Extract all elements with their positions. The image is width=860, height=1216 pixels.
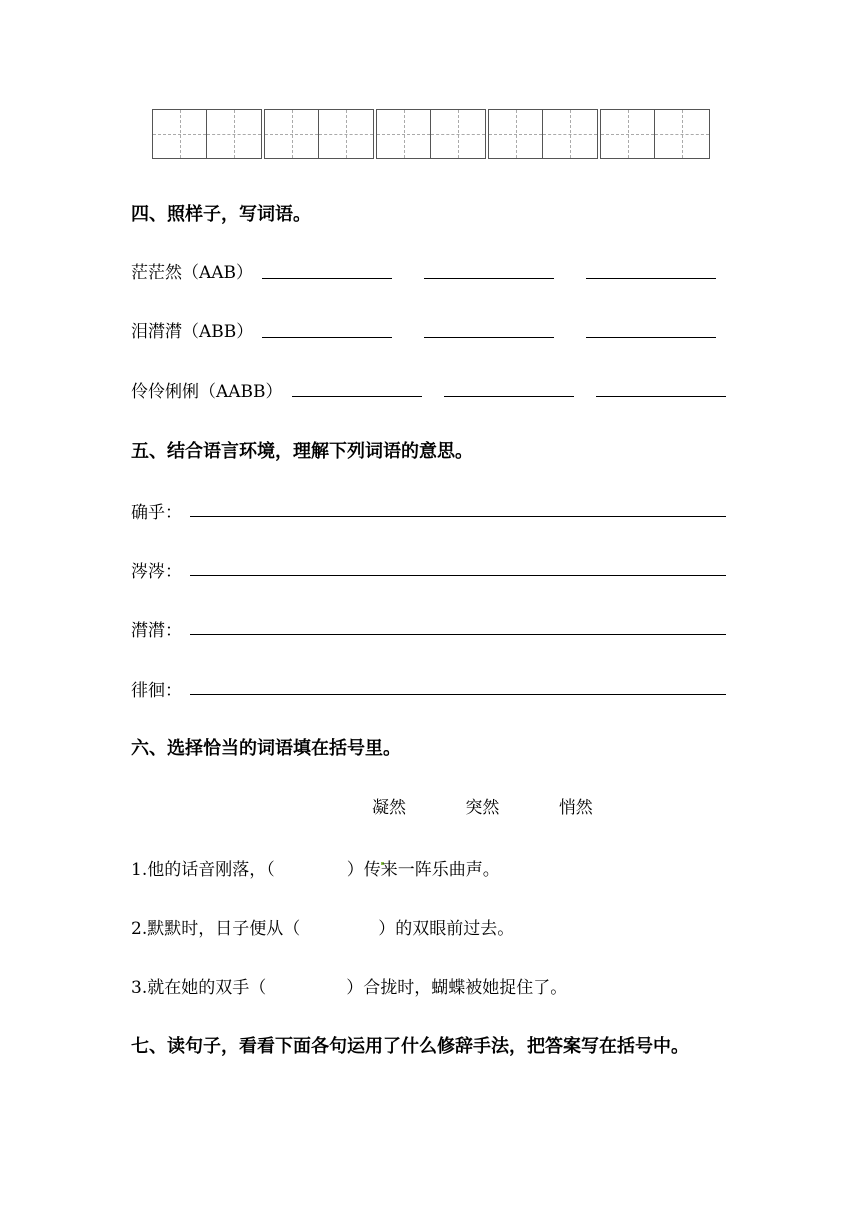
term-label: 潸潸： [131, 621, 182, 641]
answer-blank[interactable] [586, 337, 716, 338]
meaning-blank[interactable] [190, 516, 726, 517]
term-label: 确乎： [131, 503, 182, 523]
char-cell[interactable] [264, 109, 319, 159]
char-cell[interactable] [152, 109, 207, 159]
sentence-2 [131, 914, 514, 939]
char-cell[interactable] [319, 109, 374, 159]
sentence-3 [131, 973, 567, 998]
term-label: 徘徊： [131, 681, 182, 701]
sentence-after: ）合拢时，蝴蝶被她捉住了。 [346, 978, 568, 998]
sentence-after: ）传来一阵乐曲声。 [346, 860, 500, 880]
sentence-before: 3.就在她的双手（ [131, 978, 267, 998]
meaning-blank[interactable] [190, 634, 726, 635]
section6-heading: 六、选择恰当的词语填在括号里。 [131, 738, 401, 759]
pattern-label-aab: 茫茫然（AAB） [131, 263, 254, 283]
word-box[interactable] [376, 109, 486, 161]
choice-word: 突然 [465, 798, 500, 818]
word-box[interactable] [600, 109, 710, 161]
sentence-1 [131, 855, 500, 880]
word-box[interactable] [152, 109, 262, 161]
sentence-after: ）的双眼前过去。 [378, 919, 515, 939]
answer-blank[interactable] [292, 396, 422, 397]
writing-grid [152, 109, 712, 161]
char-cell[interactable] [543, 109, 598, 159]
pattern-label-aabb: 伶伶俐俐（AABB） [131, 382, 283, 402]
pattern-label-abb: 泪潸潸（ABB） [131, 322, 254, 342]
char-cell[interactable] [655, 109, 710, 159]
word-box[interactable] [488, 109, 598, 161]
sentence-before: 2.默默时，日子便从（ [131, 919, 301, 939]
term-label: 涔涔： [131, 562, 182, 582]
answer-blank[interactable] [262, 278, 392, 279]
section5-heading: 五、结合语言环境，理解下列词语的意思。 [131, 441, 473, 462]
word-box[interactable] [264, 109, 374, 161]
section4-heading: 四、照样子，写词语。 [131, 204, 311, 225]
word-choices [372, 793, 619, 818]
choice-word: 凝然 [372, 798, 406, 818]
char-cell[interactable] [488, 109, 543, 159]
section7-heading: 七、读句子，看看下面各句运用了什么修辞手法，把答案写在括号中。 [131, 1036, 689, 1057]
char-cell[interactable] [431, 109, 486, 159]
answer-blank[interactable] [424, 278, 554, 279]
answer-blank[interactable] [596, 396, 726, 397]
answer-blank[interactable] [424, 337, 554, 338]
char-cell[interactable] [600, 109, 655, 159]
sentence-before: 1.他的话音刚落，（ [131, 860, 275, 880]
meaning-blank[interactable] [190, 694, 726, 695]
answer-blank[interactable] [586, 278, 716, 279]
choice-word: 悄然 [558, 798, 593, 818]
answer-blank[interactable] [262, 337, 392, 338]
answer-blank[interactable] [444, 396, 574, 397]
meaning-blank[interactable] [190, 575, 726, 576]
char-cell[interactable] [207, 109, 262, 159]
char-cell[interactable] [376, 109, 431, 159]
